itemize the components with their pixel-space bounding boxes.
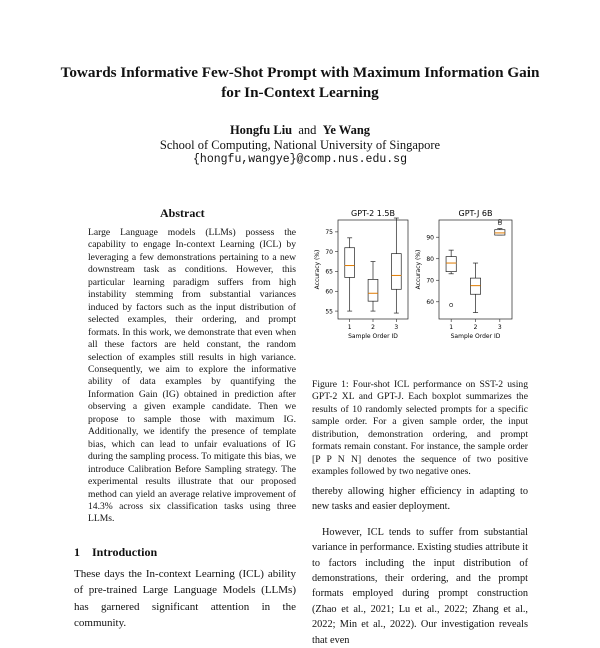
box-iqr [368,279,378,301]
author-name: Hongfu Liu [229,123,293,137]
y-tick-label: 90 [426,234,434,242]
box-iqr [446,257,456,272]
y-tick-label: 60 [325,288,333,296]
y-tick-label: 55 [325,308,333,316]
y-tick-label: 70 [426,277,434,285]
x-tick-label: 1 [449,324,454,331]
section-title: Introduction [92,545,158,559]
y-axis-label: Accuracy (%) [314,249,321,290]
paper-title-line-1: Towards Informative Few-Shot Prompt with Maximum Information Gain [60,64,540,81]
x-tick-label: 3 [497,324,502,331]
outlier-point [450,303,453,306]
x-tick-label: 1 [347,324,352,331]
abstract-heading: Abstract [160,206,205,220]
author-email: {hongfu,wangye}@comp.nus.edu.sg [193,153,407,166]
affiliation: School of Computing, National University of Singapore [159,138,441,152]
author-name: Ye Wang [322,123,371,137]
x-axis-label: Sample Order ID [450,333,501,340]
y-axis-label: Accuracy (%) [415,249,422,290]
section-heading [74,545,294,560]
right-paragraph-2: However, ICL tends to suffer from substantial variance in performance. Existing studies attribute it to factors including the input distribution of demonstrations, their ordering, and the prompt formats employed during prompt construction (Zhao et al., 2021; Lu et al., 2022; Zhang et al., 2022; Min et al., 2022). Our investigation reveals that even [312,526,528,646]
section-number: 1 [74,545,80,559]
y-tick-label: 65 [325,268,333,276]
intro-body [74,566,296,632]
right-paragraph-1: thereby allowing higher efficiency in adapting to new tasks and easier deployment. [312,486,528,513]
box-iqr [345,248,355,278]
abstract-text: Large Language models (LLMs) possess the capability to engage In-context Learning (ICL) by leveraging a few demonstrations pertaining to a new downstream task as conditions. However, this particular learning paradigm suffers from high instability stemming from substantial variances induced by factors such as the input distribution of selected examples, their ordering, and prompt formats. In this work, we demonstrate that even when all these factors are held constant, the random selection of examples still results in high variance. Consequently, we aim to explore the informative ability of data examples by quantifying the Information Gain (IG) obtained in prediction after observing a given example candidate. Then we propose to sample those with maximum IG. Additionally, we identify the presence of template bias, which can lead to unfair evaluations of IG during the sampling process. To mitigate this bias, we introduce Calibration Before Sampling strategy. The experimental results illustrate that our proposed method can yield an average relative improvement of 14.3% across six classification tasks using three LLMs. [88,227,296,525]
figure-caption [312,379,528,479]
y-tick-label: 80 [426,255,434,263]
intro-text: These days the In-context Learning (ICL) ability of pre-trained Large Language Models (LLMs) has garnered significant attention in the community. [74,568,296,630]
box-iqr [391,254,401,290]
y-tick-label: 75 [325,229,333,237]
y-tick-label: 70 [325,248,333,256]
x-tick-label: 2 [371,324,375,331]
author-line [0,122,600,138]
box-iqr [495,230,505,235]
x-tick-label: 2 [473,324,478,331]
box-iqr [470,278,480,294]
right-column-body [312,484,528,648]
chart-title: GPT-J 6B [458,209,493,218]
paper-title-line-2: for In-Context Learning [221,84,379,101]
x-axis-label: Sample Order ID [348,333,398,340]
figure-1 [308,206,530,372]
figure-caption-text: Figure 1: Four-shot ICL performance on SST-2 using GPT-2 XL and GPT-J. Each boxplot summarizes the results of 10 randomly selected prompts for a specific sample order. For a given sample order, the input distribution, demonstration ordering, and prompt formats remain constant. For instance, the sample order [P P N N] denotes the sequence of two positive examples followed by two negative ones. [312,379,528,478]
author-conjunction: and [298,123,317,137]
y-tick-label: 60 [426,298,434,306]
x-tick-label: 3 [394,324,399,331]
paper-title [0,63,600,103]
abstract-body [88,227,296,526]
chart-title: GPT-2 1.5B [351,209,395,218]
